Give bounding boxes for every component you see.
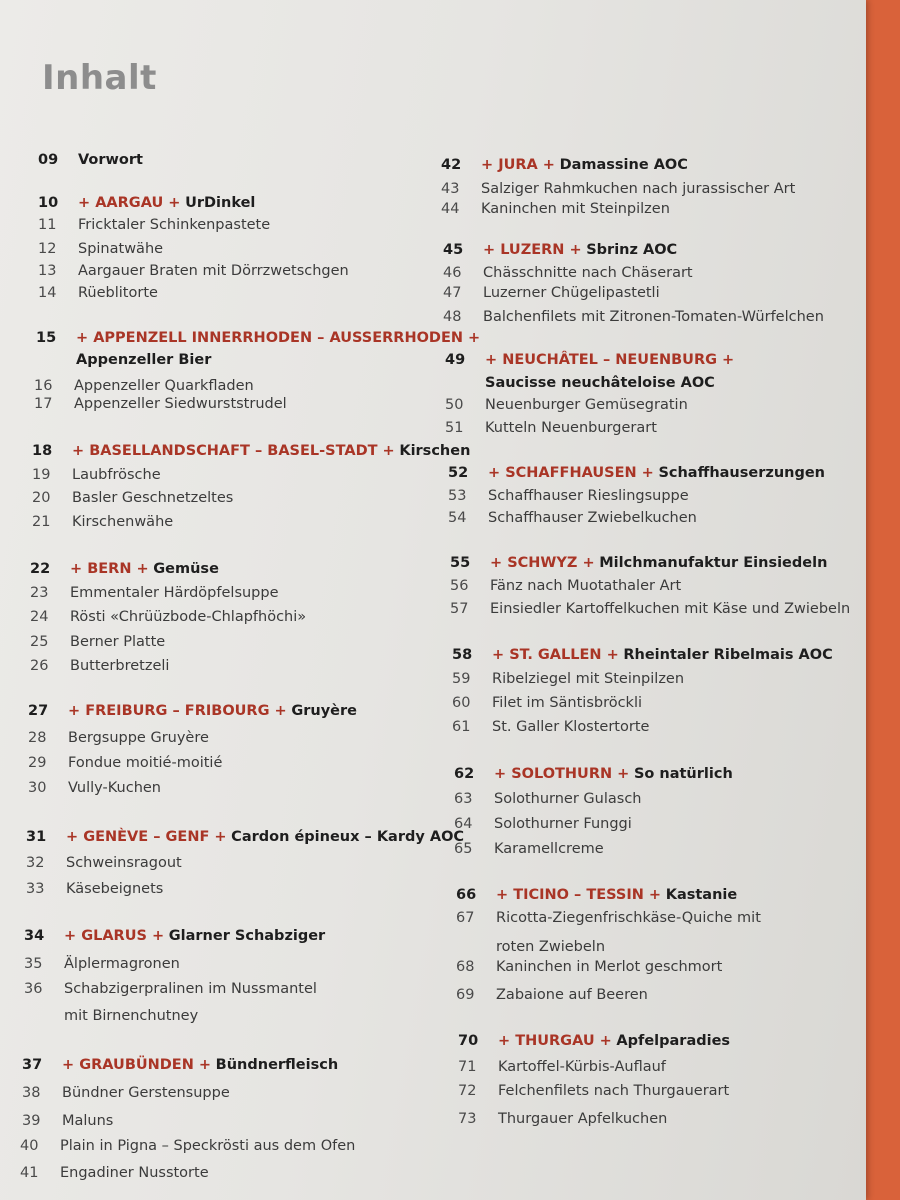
recipe-title: Maluns [62, 1113, 114, 1129]
toc-region-heading [445, 352, 734, 368]
page-number: 14 [38, 285, 57, 301]
page-number: 62 [454, 766, 475, 782]
topic-title: Cardon épineux – Kardy AOC [231, 829, 465, 845]
region-name-thurgau: + THURGAU + [498, 1033, 612, 1049]
recipe-title: Rüeblitorte [78, 285, 158, 301]
page-number: 22 [30, 561, 51, 577]
topic-title: Bündnerfleisch [215, 1057, 339, 1073]
page-number: 47 [443, 285, 462, 301]
recipe-title: Solothurner Funggi [494, 816, 632, 832]
recipe-title: Spinatwähe [78, 241, 164, 257]
toc-topic-line [445, 375, 715, 391]
recipe-title: Aargauer Braten mit Dörrzwetschgen [78, 263, 349, 279]
recipe-title: Emmentaler Härdöpfelsuppe [70, 585, 279, 601]
page-number: 70 [458, 1033, 479, 1049]
toc-recipe-line [445, 420, 657, 436]
topic-title: Vorwort [78, 152, 143, 168]
page-number: 20 [32, 490, 51, 506]
toc-recipe-line [454, 791, 642, 807]
topic-title: Rheintaler Ribelmais AOC [623, 647, 833, 663]
page-number: 27 [28, 703, 49, 719]
page-number: 38 [22, 1085, 41, 1101]
recipe-title: Schaffhauser Zwiebelkuchen [488, 510, 697, 526]
region-name-jura: + JURA + [481, 157, 555, 173]
page-number: 15 [36, 330, 57, 346]
region-name-basellandschaft-basel-stadt: + BASELLANDSCHAFT – BASEL-STADT + [72, 443, 395, 459]
page-number: 21 [32, 514, 51, 530]
page-number: 34 [24, 928, 45, 944]
recipe-title: Luzerner Chügelipastetli [483, 285, 660, 301]
toc-recipe-line [445, 397, 688, 413]
page-number: 46 [443, 265, 462, 281]
page-number: 69 [456, 987, 475, 1003]
page-number: 24 [30, 609, 49, 625]
region-name-glarus: + GLARUS + [64, 928, 165, 944]
page-number: 12 [38, 241, 57, 257]
recipe-title: Chässchnitte nach Chäserart [483, 265, 693, 281]
recipe-title: Thurgauer Apfelkuchen [498, 1111, 668, 1127]
page-number: 23 [30, 585, 49, 601]
topic-title: Appenzeller Bier [76, 352, 212, 368]
page-number: 56 [450, 578, 469, 594]
topic-title: Kirschen [399, 443, 471, 459]
page-number: 67 [456, 910, 475, 926]
topic-title: Gemüse [153, 561, 219, 577]
recipe-title: Solothurner Gulasch [494, 791, 642, 807]
recipe-title: Laubfrösche [72, 467, 161, 483]
page-number: 66 [456, 887, 477, 903]
toc-recipe-line [448, 488, 689, 504]
page-number: 48 [443, 309, 462, 325]
page-number: 57 [450, 601, 469, 617]
toc-recipe-line [454, 841, 604, 857]
page-number: 40 [20, 1138, 39, 1154]
page-number: 30 [28, 780, 47, 796]
recipe-title: Schabzigerpralinen im Nussmantel [64, 981, 317, 997]
recipe-title: Engadiner Nusstorte [60, 1165, 209, 1181]
recipe-title: Einsiedler Kartoffelkuchen mit Käse und Zwiebeln [490, 601, 851, 617]
page-number: 11 [38, 217, 57, 233]
topic-title: Milchmanufaktur Einsiedeln [599, 555, 828, 571]
recipe-title: Käsebeignets [66, 881, 164, 897]
recipe-title: roten Zwiebeln [496, 939, 606, 955]
recipe-title: Neuenburger Gemüsegratin [485, 397, 688, 413]
page-number: 43 [441, 181, 460, 197]
page-number: 49 [445, 352, 466, 368]
toc-region-heading [441, 157, 688, 173]
topic-title: Sbrinz AOC [586, 242, 678, 258]
recipe-title: St. Galler Klostertorte [492, 719, 650, 735]
toc-recipe-line [452, 671, 684, 687]
region-name-freiburg-fribourg: + FREIBURG – FRIBOURG + [68, 703, 287, 719]
page-number: 45 [443, 242, 464, 258]
page-number: 09 [38, 152, 59, 168]
recipe-title: Vully-Kuchen [68, 780, 161, 796]
recipe-title: mit Birnenchutney [64, 1008, 199, 1024]
region-name-ticino-tessin: + TICINO – TESSIN + [496, 887, 662, 903]
page-number: 52 [448, 465, 469, 481]
toc-region-heading [450, 555, 827, 571]
toc-region-heading [454, 766, 733, 782]
region-name-schwyz: + SCHWYZ + [490, 555, 595, 571]
topic-title: Glarner Schabziger [168, 928, 326, 944]
page-number: 61 [452, 719, 471, 735]
region-name-neuchatel-neuenburg: + NEUCHÂTEL – NEUENBURG + [485, 352, 735, 368]
topic-title: Damassine AOC [559, 157, 688, 173]
recipe-title: Filet im Säntisbröckli [492, 695, 643, 711]
page-number: 59 [452, 671, 471, 687]
page-number: 42 [441, 157, 462, 173]
recipe-title: Fricktaler Schinkenpastete [78, 217, 271, 233]
page-number: 64 [454, 816, 473, 832]
recipe-title: Balchenfilets mit Zitronen-Tomaten-Würfelchen [483, 309, 824, 325]
page-number: 31 [26, 829, 47, 845]
region-name-luzern: + LUZERN + [483, 242, 582, 258]
page-number: 53 [448, 488, 467, 504]
page-number: 32 [26, 855, 45, 871]
toc-recipe-line [441, 181, 795, 197]
region-name-bern: + BERN + [70, 561, 149, 577]
topic-title: Apfelparadies [616, 1033, 731, 1049]
toc-recipe-line [456, 987, 648, 1003]
toc-recipe-line [458, 1111, 667, 1127]
recipe-title: Fänz nach Muotathaler Art [490, 578, 682, 594]
region-name-aargau: + AARGAU + [78, 195, 181, 211]
topic-title: Saucisse neuchâteloise AOC [485, 375, 715, 391]
toc-recipe-line [452, 719, 649, 735]
recipe-title: Ricotta-Ziegenfrischkäse-Quiche mit [496, 910, 761, 926]
page-number: 71 [458, 1059, 477, 1075]
page-number: 35 [24, 956, 43, 972]
toc-region-heading [448, 465, 825, 481]
page-number: 63 [454, 791, 473, 807]
toc-recipe-line [450, 578, 681, 594]
page-number: 51 [445, 420, 464, 436]
recipe-title: Bergsuppe Gruyère [68, 730, 209, 746]
topic-title: UrDinkel [185, 195, 256, 211]
recipe-title: Schaffhauser Rieslingsuppe [488, 488, 689, 504]
toc-recipe-line [443, 309, 824, 325]
topic-title: Gruyère [291, 703, 357, 719]
toc-recipe-line [448, 510, 697, 526]
recipe-title: Kutteln Neuenburgerart [485, 420, 657, 436]
toc-recipe-line [441, 201, 670, 217]
recipe-title: Appenzeller Siedwurststrudel [74, 396, 287, 412]
region-name-geneve-genf: + GENÈVE – GENF + [66, 829, 227, 845]
recipe-title: Felchenfilets nach Thurgauerart [498, 1083, 730, 1099]
recipe-title: Karamellcreme [494, 841, 604, 857]
recipe-title: Butterbretzeli [70, 658, 170, 674]
recipe-title: Kartoffel-Kürbis-Auflauf [498, 1059, 666, 1075]
recipe-title: Kirschenwähe [72, 514, 174, 530]
region-name-st-gallen: + ST. GALLEN + [492, 647, 619, 663]
page-number: 29 [28, 755, 47, 771]
toc-region-heading [452, 647, 833, 663]
recipe-title: Schweinsragout [66, 855, 182, 871]
topic-title: Schaffhauserzungen [658, 465, 825, 481]
page-number: 58 [452, 647, 473, 663]
page-number: 65 [454, 841, 473, 857]
page-number: 10 [38, 195, 59, 211]
page-number: 36 [24, 981, 43, 997]
page-number: 17 [34, 396, 53, 412]
toc-recipe-line [456, 910, 761, 926]
toc-region-heading [443, 242, 677, 258]
page-number: 19 [32, 467, 51, 483]
recipe-title: Plain in Pigna – Speckrösti aus dem Ofen [60, 1138, 356, 1154]
page-number: 28 [28, 730, 47, 746]
toc-recipe-line [443, 265, 693, 281]
recipe-title: Berner Platte [70, 634, 166, 650]
page-number: 26 [30, 658, 49, 674]
toc-recipe-line [450, 601, 850, 617]
recipe-title: Basler Geschnetzeltes [72, 490, 234, 506]
toc-recipe-line [452, 695, 642, 711]
recipe-title: Bündner Gerstensuppe [62, 1085, 230, 1101]
page-number: 41 [20, 1165, 39, 1181]
page-number: 68 [456, 959, 475, 975]
page-number: 50 [445, 397, 464, 413]
recipe-title: Ribelziegel mit Steinpilzen [492, 671, 685, 687]
page-number: 18 [32, 443, 53, 459]
page-number: 25 [30, 634, 49, 650]
page-number: 73 [458, 1111, 477, 1127]
region-name-solothurn: + SOLOTHURN + [494, 766, 630, 782]
toc-region-heading [458, 1033, 730, 1049]
recipe-title: Salziger Rahmkuchen nach jurassischer Art [481, 181, 796, 197]
recipe-title: Rösti «Chrüüzbode-Chlapfhöchi» [70, 609, 307, 625]
region-name-appenzell-innerrhoden-ausserrhoden: + APPENZELL INNERRHODEN – AUSSERRHODEN + [76, 330, 481, 346]
page-number: 54 [448, 510, 467, 526]
recipe-title: Appenzeller Quarkfladen [74, 378, 254, 394]
page-number: 44 [441, 201, 460, 217]
recipe-title: Älplermagronen [64, 956, 180, 972]
page-number: 16 [34, 378, 53, 394]
region-name-graubunden: + GRAUBÜNDEN + [62, 1057, 212, 1073]
toc-recipe-line [443, 285, 660, 301]
page-number: 37 [22, 1057, 43, 1073]
region-name-schaffhausen: + SCHAFFHAUSEN + [488, 465, 654, 481]
toc-recipe-line [454, 816, 632, 832]
topic-title: So natürlich [633, 766, 733, 782]
page-number: 33 [26, 881, 45, 897]
recipe-title: Kaninchen mit Steinpilzen [481, 201, 670, 217]
toc-region-heading [456, 887, 737, 903]
page-title: Inhalt [42, 58, 157, 98]
recipe-title: Fondue moitié-moitié [68, 755, 223, 771]
recipe-title: Kaninchen in Merlot geschmort [496, 959, 723, 975]
toc-recipe-line [458, 1059, 666, 1075]
toc-recipe-line [456, 939, 605, 955]
topic-title: Kastanie [665, 887, 738, 903]
toc-recipe-line [456, 959, 722, 975]
toc-recipe-line [458, 1083, 729, 1099]
page-number: 39 [22, 1113, 41, 1129]
page-number: 13 [38, 263, 57, 279]
recipe-title: Zabaione auf Beeren [496, 987, 648, 1003]
page-number: 72 [458, 1083, 477, 1099]
page-number: 55 [450, 555, 471, 571]
page-number: 60 [452, 695, 471, 711]
